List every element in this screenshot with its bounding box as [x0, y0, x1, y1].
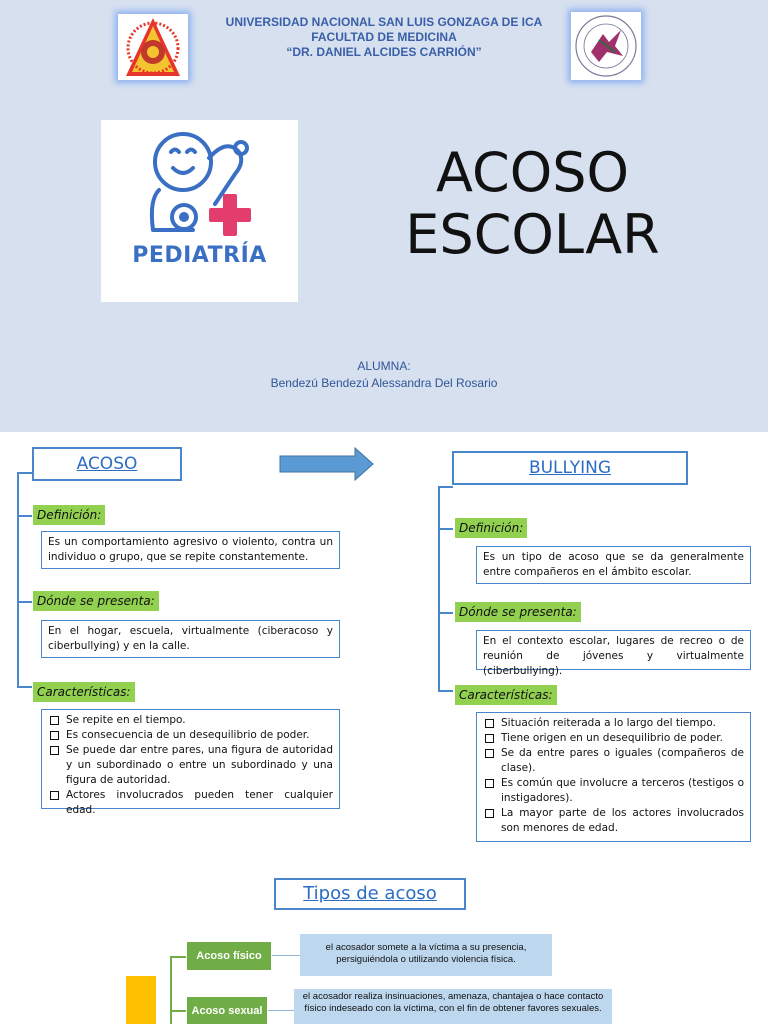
student-info [230, 358, 538, 392]
bullying-caract-label: Características: [455, 685, 557, 705]
list-item: Es común que involucre a terceros (testigos o instigadores). [483, 776, 744, 806]
list-item: Se repite en el tiempo. [48, 713, 333, 728]
types-slide [0, 864, 768, 1024]
acoso-bracket-donde [17, 601, 32, 603]
gold-bar [126, 976, 156, 1024]
acoso-bracket-line [17, 472, 19, 687]
university-seal-logo [118, 14, 188, 80]
bullying-heading: BULLYING [452, 451, 688, 485]
list-item: Se puede dar entre pares, una figura de autoridad y un subordinado o entre un subordinado y una figura de autoridad. [48, 743, 333, 788]
university-name: UNIVERSIDAD NACIONAL SAN LUIS GONZAGA DE ICA [225, 15, 543, 29]
list-item: Tiene origen en un desequilibrio de poder. [483, 731, 744, 746]
list-item: La mayor parte de los actores involucrados son menores de edad. [483, 806, 744, 836]
faculty-seal-logo [571, 12, 641, 80]
title-slide [0, 0, 768, 432]
acoso-fisico-label: Acoso físico [186, 941, 272, 971]
university-header [180, 15, 588, 60]
tree-connector [170, 956, 186, 958]
bullying-donde-label: Dónde se presenta: [455, 602, 581, 622]
title-line-1: ACOSO [436, 141, 629, 204]
tree-connector [170, 1010, 186, 1012]
comparison-slide [0, 432, 768, 864]
acoso-donde-text: En el hogar, escuela, virtualmente (ciberacoso y ciberbullying) y en la calle. [41, 620, 340, 658]
acoso-bracket-caract [17, 686, 32, 688]
bullying-bracket-donde [438, 612, 453, 614]
right-arrow-icon [279, 447, 375, 481]
bullying-bracket-def [438, 528, 453, 530]
acoso-fisico-desc: el acosador somete a la víctima a su presencia, persiguiéndola o utilizando violencia física. [300, 934, 552, 976]
acoso-sexual-desc: el acosador realiza insinuaciones, amenaza, chantajea o hace contacto físico indeseado con la víctima, con el fin de obtener favores sexuales. [294, 989, 612, 1024]
acoso-bracket-top [17, 472, 32, 474]
pediatria-logo-text: PEDIATRÍA [132, 243, 267, 268]
bullying-definicion-text: Es un tipo de acoso que se da generalmente entre compañeros en el ámbito escolar. [476, 546, 751, 584]
student-name: Bendezú Bendezú Alessandra Del Rosario [270, 376, 498, 390]
acoso-caract-label: Características: [33, 682, 135, 702]
acoso-caract-list [41, 709, 340, 816]
bullying-bracket-line [438, 486, 440, 691]
connector-line [272, 955, 300, 956]
acoso-donde-label: Dónde se presenta: [33, 591, 159, 611]
tree-connector [170, 956, 172, 1024]
bullying-caract-list [476, 712, 751, 842]
list-item: Situación reiterada a lo largo del tiempo. [483, 716, 744, 731]
faculty-subtitle: “DR. DANIEL ALCIDES CARRIÓN” [286, 45, 482, 59]
pediatria-logo [101, 120, 298, 302]
bullying-donde-text: En el contexto escolar, lugares de recreo o de reunión de jóvenes y virtualmente (ciberbullying). [476, 630, 751, 670]
student-label: ALUMNA: [357, 359, 411, 373]
acoso-heading: ACOSO [32, 447, 182, 481]
connector-line [268, 1010, 294, 1011]
bullying-bracket-top [438, 486, 453, 488]
bullying-bracket-caract [438, 690, 453, 692]
acoso-definicion-text: Es un comportamiento agresivo o violento, contra un individuo o grupo, que se repite constantemente. [41, 531, 340, 569]
faculty-name: FACULTAD DE MEDICINA [311, 30, 457, 44]
presentation-title [395, 142, 670, 266]
list-item: Es consecuencia de un desequilibrio de poder. [48, 728, 333, 743]
bullying-definicion-label: Definición: [455, 518, 527, 538]
list-item: Actores involucrados pueden tener cualquier edad. [48, 788, 333, 818]
list-item: Se da entre pares o iguales (compañeros de clase). [483, 746, 744, 776]
tipos-heading: Tipos de acoso [274, 878, 466, 910]
acoso-bracket-def [17, 515, 32, 517]
acoso-definicion-label: Definición: [33, 505, 105, 525]
title-line-2: ESCOLAR [405, 203, 660, 266]
acoso-sexual-label: Acoso sexual [186, 996, 268, 1024]
